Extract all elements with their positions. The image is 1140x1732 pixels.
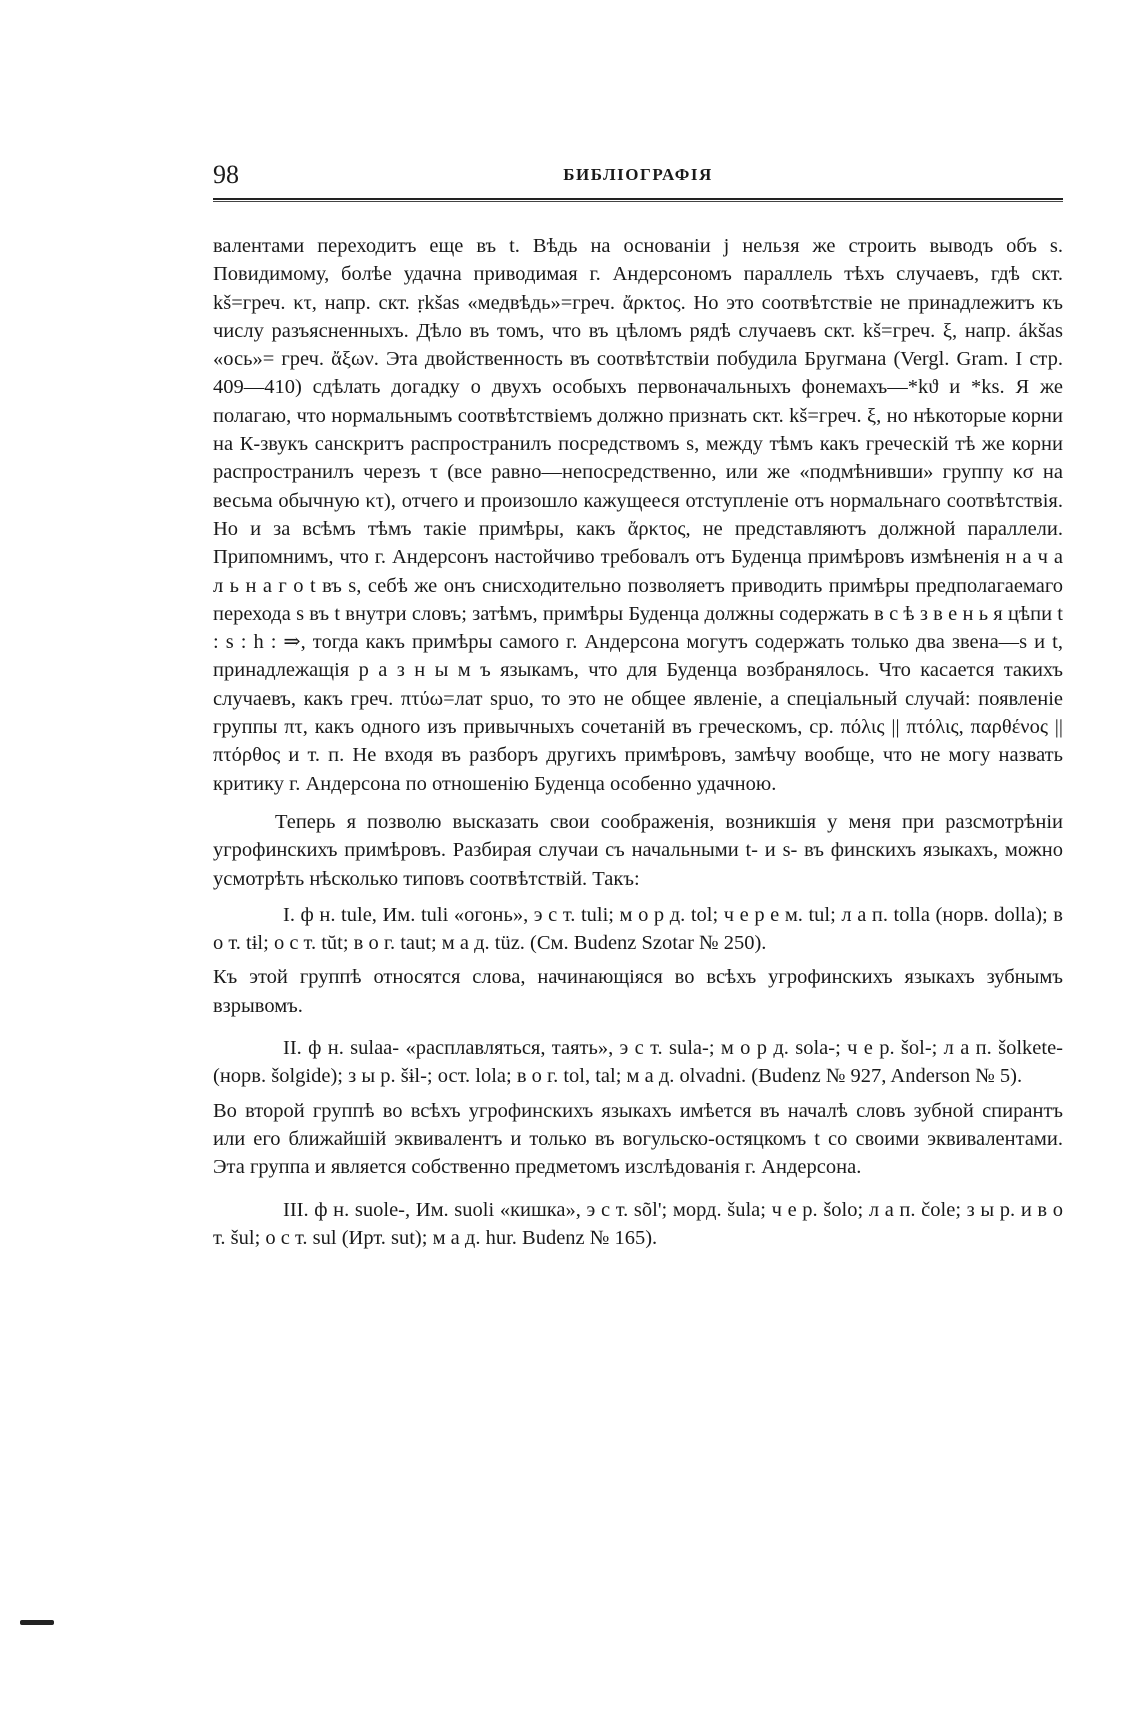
header-rule (213, 198, 1063, 202)
running-head: БИБЛІОГРАФІЯ (563, 165, 713, 184)
page-header (213, 158, 1063, 192)
margin-mark (20, 1620, 54, 1625)
group-note: Во второй группѣ во всѣхъ угрофинскихъ языкахъ имѣется въ началѣ словъ зубной спирантъ или его ближайшій эквивалентъ и только въ вогульско-остяцкомъ t со своими эквивалентами. Эта группа и является собственно предметомъ изслѣдованія г. Андерсона. (213, 1099, 1063, 1179)
paragraph: Теперь я позволю высказать свои соображенія, возникшія у меня при разсмотрѣніи угрофинскихъ примѣровъ. Разбирая случаи съ начальными t- и s- въ финскихъ языкахъ, можно усмотрѣть нѣсколько типовъ соотвѣтствій. Такъ: (213, 810, 1063, 890)
page-number: 98 (213, 160, 239, 189)
group-entry: II. ф н. sulaa- «расплавляться, таять», э с т. sula-; м о р д. sola-; ч е р. šol-; л а п. šolkete- (норв. šolgide); з ы р. šɨl-; ост. lola; в о г. tol, tal; м а д. olvadni. (Budenz № 927, Anderson № 5). (213, 1037, 1063, 1088)
group-note: Къ этой группѣ относятся слова, начинающіяся во всѣхъ угрофинскихъ языкахъ зубнымъ взрывомъ. (213, 966, 1063, 1017)
group-entry: I. ф н. tule, Им. tuli «огонь», э с т. tuli; м о р д. tol; ч е р е м. tul; л а п. tolla (норв. dolla); в о т. tɨl; о с т. tŭt; в о г. taut; м а д. tüz. (См. Budenz Szotar № 250). (213, 903, 1063, 955)
page-body (213, 232, 1063, 1252)
paragraph: валентами переходитъ еще въ t. Вѣдь на основаніи j нельзя же строить выводъ объ s. Повидимому, болѣе удачна приводимая г. Андерсономъ параллель тѣхъ случаевъ, гдѣ скт. kš=греч. κτ, напр. скт. ṛkšas «медвѣдь»=греч. ἄρκτος. Но это соотвѣтствіе не принадлежитъ къ числу разъясненныхъ. Дѣло въ томъ, что въ цѣломъ рядѣ случаевъ скт. kš=греч. ξ, напр. ákšas «ось»= греч. ἄξων. Эта двойственность въ соотвѣтствіи побудила Бругмана (Vergl. Gram. I стр. 409—410) сдѣлать догадку о двухъ особыхъ первоначальныхъ фонемахъ—*kϑ и *ks. Я же полагаю, что нормальнымъ соотвѣтствіемъ должно признать скт. kš=греч. ξ, но нѣкоторые корни на К-звукъ санскритъ распространилъ посредствомъ s, между тѣмъ какъ греческій тѣ же корни распространилъ черезъ τ (все равно—непосредственно, или же «подмѣнивши» группу κσ на весьма обычную κτ), отчего и произошло кажущееся отступленіе отъ нормальнаго соотвѣтствія. Но и за всѣмъ тѣмъ такіе примѣры, какъ ἄρκτος, не представляютъ должной параллели. Припомнимъ, что г. Андерсонъ настойчиво требовалъ отъ Буденца примѣровъ измѣненія н а ч а л ь н а г о t въ s, себѣ же онъ снисходительно позволяетъ приводить примѣры предполагаемаго перехода s въ t внутри словъ; затѣмъ, примѣры Буденца должны содержать в с ѣ з в е н ь я цѣпи t : s : h : ⇒, тогда какъ примѣры самого г. Андерсона могутъ содержать только два звена—s и t, принадлежащія р а з н ы м ъ языкамъ, что для Буденца возбранялось. Что касается такихъ случаевъ, какъ греч. πτύω=лат spuo, то это не общее явленіе, а спеціальный случай: появленіе группы πτ, какъ одного изъ привычныхъ сочетаній въ греческомъ, ср. πόλις || πτόλις, παρθένος || πτόρθος и т. п. Не входя въ разборъ другихъ примѣровъ, замѣчу вообще, что не могу назвать критику г. Андерсона по отношенію Буденца особенно удачною. (213, 235, 1063, 795)
group-entry: III. ф н. suole-, Им. suoli «кишка», э с т. sõl'; морд. šula; ч е р. šolo; л а п. čole; з ы р. и в о т. šul; о с т. sul (Ирт. sut); м а д. hur. Budenz № 165). (213, 1198, 1063, 1249)
